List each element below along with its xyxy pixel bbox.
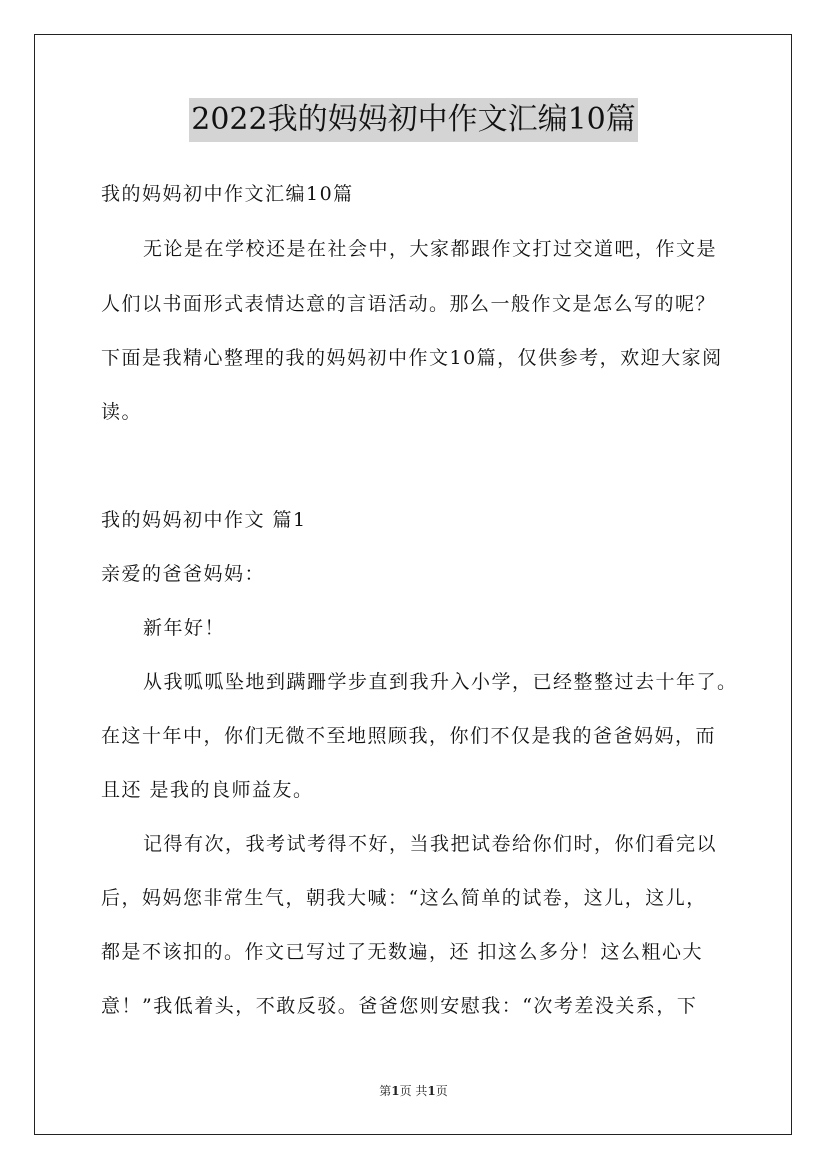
title-container [0,98,827,142]
document-title: 2022我的妈妈初中作文汇编10篇 [189,98,638,142]
body-line-2: 在这十年中，你们无微不至地照顾我，你们不仅是我的爸爸妈妈，而 [101,725,717,747]
footer-page-current: 1 [391,1084,400,1098]
document-subtitle: 我的妈妈初中作文汇编10篇 [101,183,354,205]
footer-page-mid: 页 共 [399,1084,428,1098]
intro-line-4: 读。 [101,401,143,423]
footer-page-prefix: 第 [379,1084,392,1098]
greeting: 新年好！ [143,617,226,639]
body-line-1: 从我呱呱坠地到蹒跚学步直到我升入小学，已经整整过去十年了。 [143,671,738,693]
body-line-5: 后，妈妈您非常生气，朝我大喊：“这么简单的试卷，这儿，这儿， [101,887,707,909]
page-footer [0,1083,827,1099]
body-line-7: 意！”我低着头，不敢反驳。爸爸您则安慰我：“次考差没关系，下 [101,995,698,1017]
intro-line-3: 下面是我精心整理的我的妈妈初中作文10篇，仅供参考，欢迎大家阅 [101,347,723,369]
intro-line-2: 人们以书面形式表情达意的言语活动。那么一般作文是怎么写的呢？ [101,293,717,315]
section-heading: 我的妈妈初中作文 篇1 [101,509,307,531]
footer-page-suffix: 页 [435,1084,448,1098]
salutation: 亲爱的爸爸妈妈： [101,563,266,585]
body-line-3: 且还 是我的良师益友。 [101,779,314,801]
footer-page-total: 1 [427,1084,436,1098]
body-line-6: 都是不该扣的。作文已写过了无数遍，还 扣这么多分！这么粗心大 [101,941,704,963]
body-line-4: 记得有次，我考试考得不好，当我把试卷给你们时，你们看完以 [143,833,718,855]
intro-line-1: 无论是在学校还是在社会中，大家都跟作文打过交道吧，作文是 [143,238,718,260]
